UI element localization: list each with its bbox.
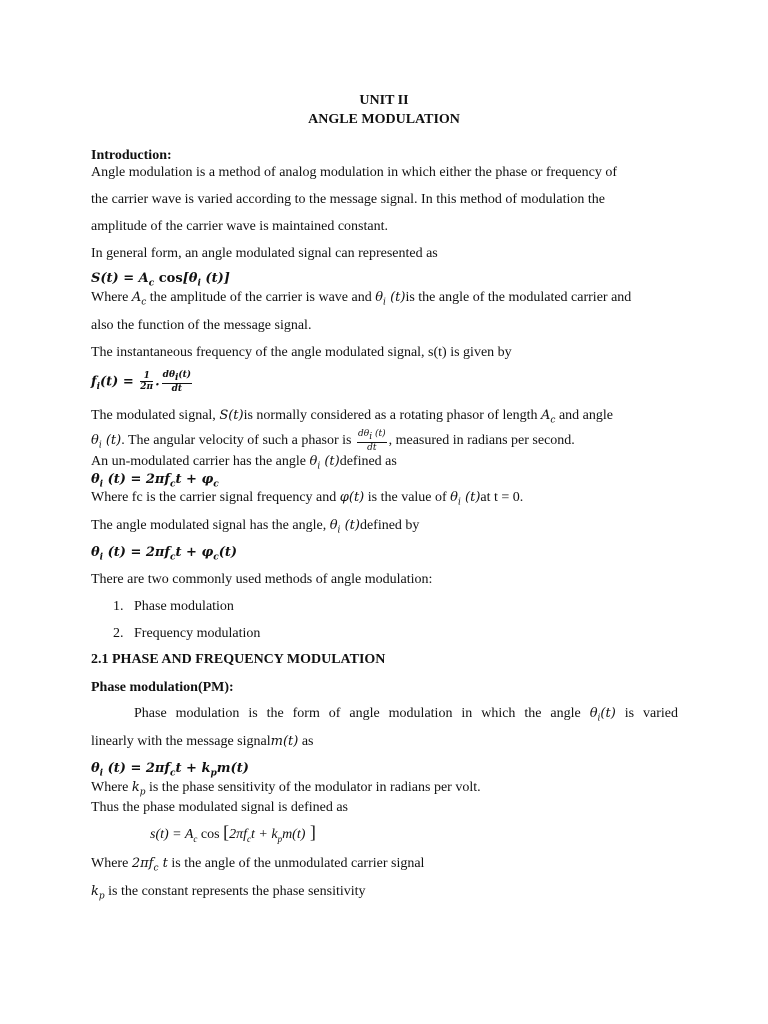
angle-modulated-line: The angle modulated signal has the angle, $\theta_i$ (t)defined by (91, 518, 420, 536)
equation-pm-signal: $s(t) = A_c$ $\cos [2\pi f_ct + k_pm(t)$ ] (150, 822, 316, 844)
general-form-text: In general form, an angle modulated signal can represented as (91, 246, 438, 261)
unit-heading: UNIT II (359, 93, 409, 108)
instantaneous-frequency-text: The instantaneous frequency of the angle modulated signal, s(t) is given by (91, 345, 512, 360)
where-amplitude-line: Where $A_c$ the amplitude of the carrier is wave and $\theta_i$ (t)is the angle of the modulated carrier and (91, 290, 632, 308)
equation-pm-angle: $\theta_i$ $(t) = 2\pi f_ct + k_pm(t)$ (91, 761, 249, 779)
phase-sensitivity-line: Where $k_p$ is the phase sensitivity of the modulator in radians per volt. (91, 780, 481, 798)
section-heading: 2.1 PHASE AND FREQUENCY MODULATION (91, 652, 386, 667)
intro-heading: Introduction: (91, 148, 172, 163)
thus-pm-line: Thus the phase modulated signal is defined as (91, 800, 348, 815)
intro-paragraph-line: Angle modulation is a method of analog modulation in which either the phase or frequency of (91, 165, 618, 180)
pm-definition-line-2: linearly with the message signalm(t) as (91, 734, 314, 749)
angular-velocity-line: $\theta_i$ (t). The angular velocity of such a phasor is $\frac{d\theta_i (t)}{dt}$ , measured in radians per second. (91, 429, 575, 453)
methods-intro-text: There are two commonly used methods of angle modulation: (91, 572, 433, 587)
intro-paragraph-line: amplitude of the carrier wave is maintained constant. (91, 219, 389, 234)
carrier-frequency-line: Where fc is the carrier signal frequency and φ(t) is the value of $\theta_i$ (t)at t = 0. (91, 490, 524, 508)
page-title: ANGLE MODULATION (308, 112, 460, 127)
equation-carrier-angle: $\theta_i$ $(t) = 2\pi f_ct + \varphi_c$ (91, 472, 219, 490)
unmodulated-carrier-line: An un-modulated carrier has the angle $\theta_i$ (t)defined as (91, 454, 397, 472)
list-item-frequency-modulation: 2. Frequency modulation (113, 626, 261, 641)
list-item-phase-modulation: 1. Phase modulation (113, 599, 234, 614)
carrier-angle-where-line: Where $2\pi f_c$ t is the angle of the unmodulated carrier signal (91, 856, 425, 874)
equation-instantaneous-frequency: $f_i(t)$ = $\frac{1}{2\pi}$ . $\frac{d\theta_i(t)}{dt}$ (91, 370, 192, 394)
where-amplitude-line-2: also the function of the message signal. (91, 318, 312, 333)
equation-signal: $S(t) = A_c$ $\cos[\theta_i$ (t)] (91, 271, 230, 289)
subsection-heading: Phase modulation(PM): (91, 680, 234, 695)
equation-modulated-angle: $\theta_i$ $(t) = 2\pi f_ct + \varphi_c(t)$ (91, 545, 238, 563)
modulated-signal-line: The modulated signal, S(t)is normally considered as a rotating phasor of length $A_c$ and angle (91, 408, 613, 426)
pm-definition-line: Phase modulation is the form of angle modulation in which the angle $\theta_i(t)$ is varied (134, 706, 678, 724)
kp-constant-line: $k_p$ is the constant represents the phase sensitivity (91, 884, 366, 902)
intro-paragraph-line: the carrier wave is varied according to the message signal. In this method of modulation the (91, 192, 605, 207)
